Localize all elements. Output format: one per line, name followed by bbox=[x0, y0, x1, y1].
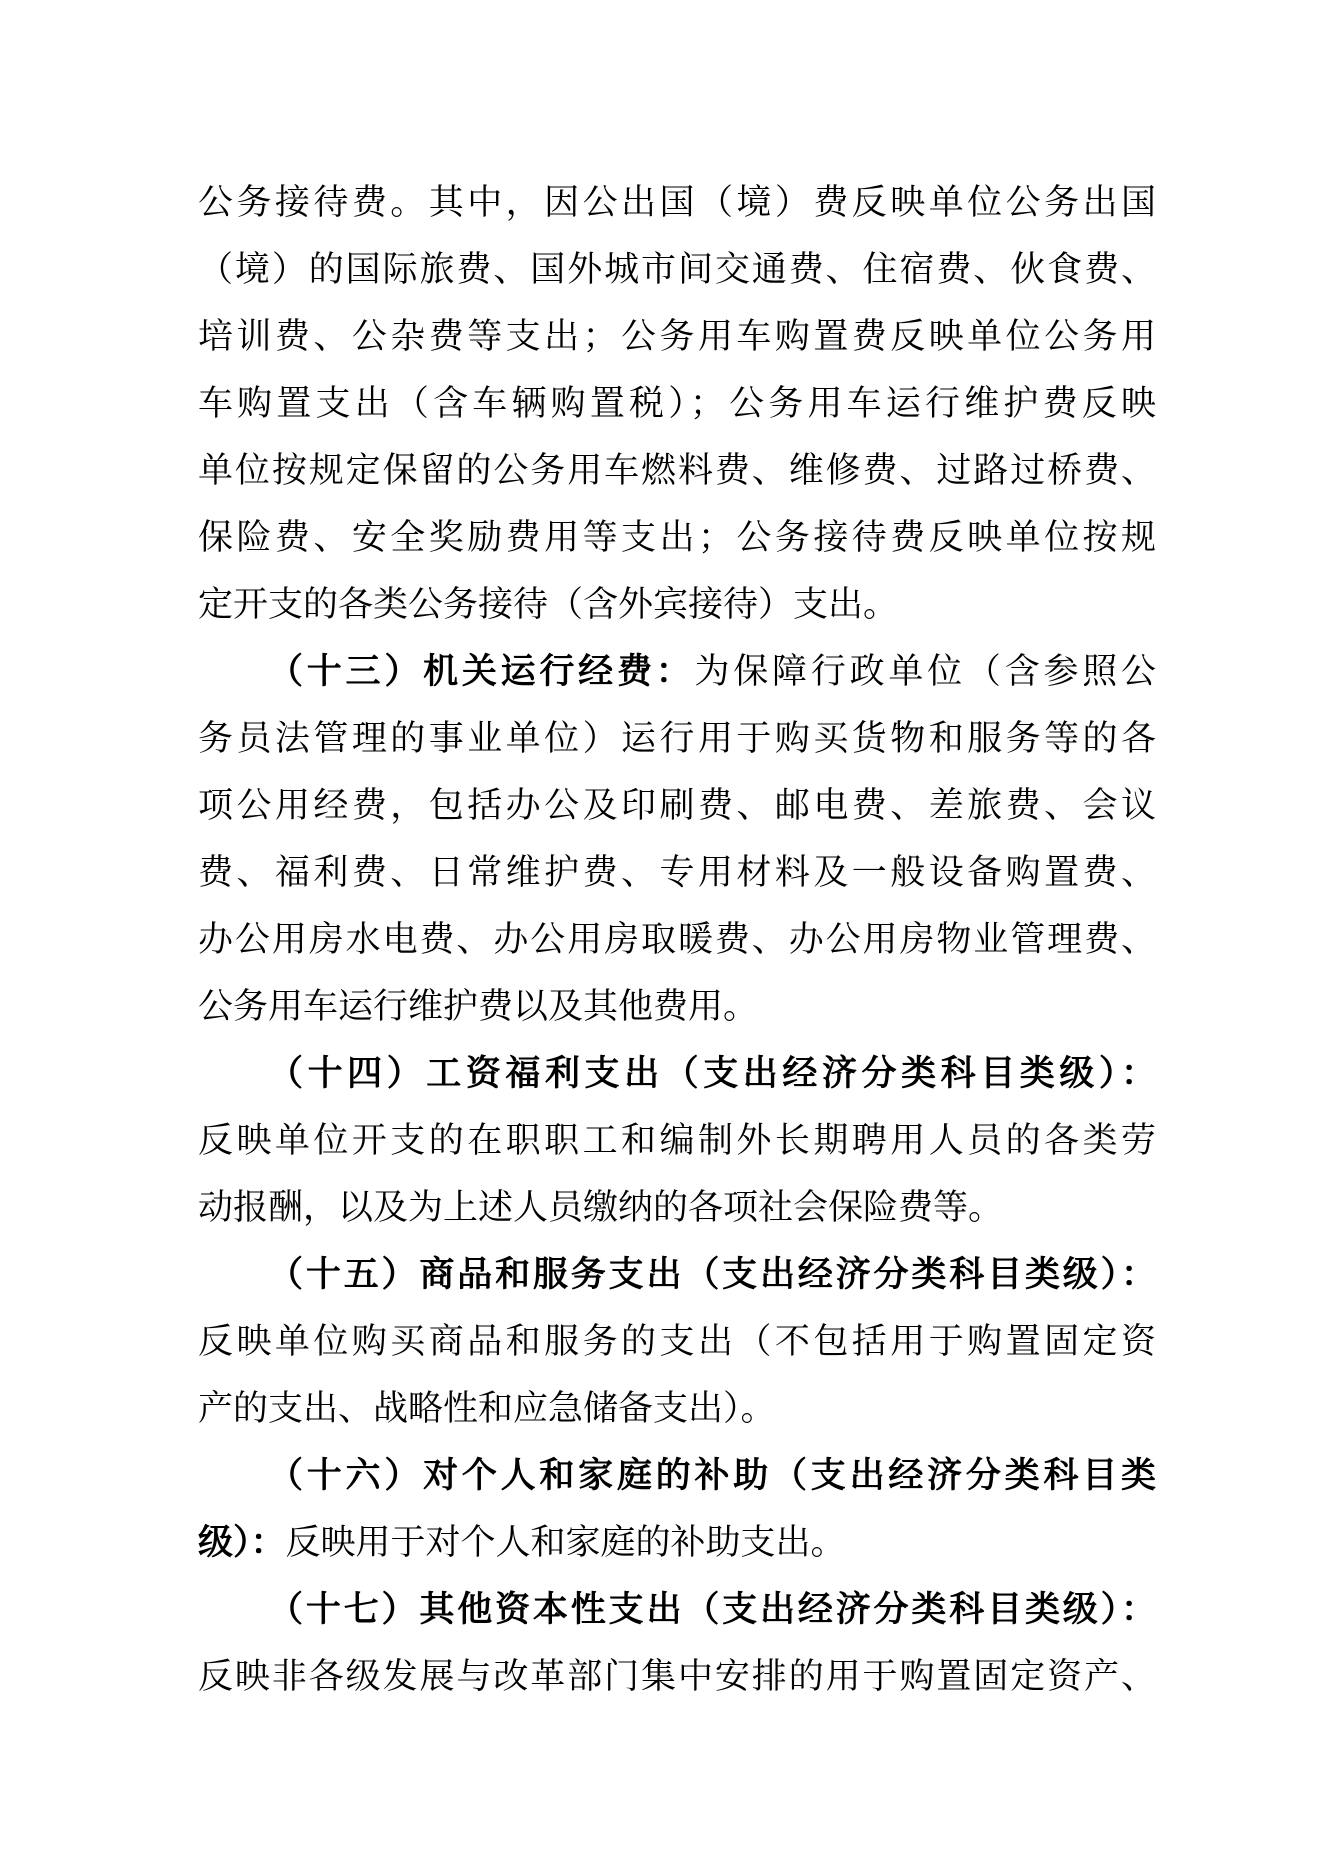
text-line bbox=[198, 1576, 1156, 1643]
heading-segment: （十四）工资福利支出（支出经济分类科目类级）： bbox=[268, 1054, 1156, 1093]
text-line bbox=[198, 504, 1156, 571]
text-segment: 培训费、公杂费等支出；公务用车购置费反映单位公务用 bbox=[198, 317, 1156, 356]
text-segment: 公务接待费。其中，因公出国（境）费反映单位公务出国 bbox=[198, 183, 1156, 222]
document-body bbox=[198, 169, 1156, 1710]
text-segment: 单位按规定保留的公务用车燃料费、维修费、过路过桥费、 bbox=[198, 451, 1156, 490]
heading-segment: （十七）其他资本性支出（支出经济分类科目类级）： bbox=[268, 1590, 1156, 1629]
text-line bbox=[198, 236, 1156, 303]
text-segment: 办公用房水电费、办公用房取暖费、办公用房物业管理费、 bbox=[198, 920, 1156, 959]
text-segment: 项公用经费，包括办公及印刷费、邮电费、差旅费、会议 bbox=[198, 786, 1156, 825]
text-line bbox=[198, 1442, 1156, 1509]
text-line bbox=[198, 705, 1156, 772]
text-segment: 动报酬，以及为上述人员缴纳的各项社会保险费等。 bbox=[198, 1188, 1004, 1227]
text-segment: 反映单位购买商品和服务的支出（不包括用于购置固定资 bbox=[198, 1322, 1156, 1361]
text-line bbox=[198, 1509, 1156, 1576]
text-segment: 公务用车运行维护费以及其他费用。 bbox=[198, 987, 759, 1026]
heading-segment: （十三）机关运行经费： bbox=[268, 652, 695, 691]
text-line bbox=[198, 169, 1156, 236]
text-line bbox=[198, 437, 1156, 504]
text-line bbox=[198, 638, 1156, 705]
text-line bbox=[198, 1643, 1156, 1710]
text-line bbox=[198, 1308, 1156, 1375]
text-line bbox=[198, 839, 1156, 906]
text-line bbox=[198, 1375, 1156, 1442]
text-line bbox=[198, 772, 1156, 839]
text-segment: 定开支的各类公务接待（含外宾接待）支出。 bbox=[198, 585, 899, 624]
heading-segment: （十六）对个人和家庭的补助（支出经济分类科目类 bbox=[268, 1456, 1156, 1495]
text-segment: 车购置支出（含车辆购置税）；公务用车运行维护费反映 bbox=[198, 384, 1156, 423]
text-segment: 务员法管理的事业单位）运行用于购买货物和服务等的各 bbox=[198, 719, 1156, 758]
text-line bbox=[198, 1241, 1156, 1308]
heading-segment: 级）： bbox=[198, 1523, 286, 1562]
text-line bbox=[198, 906, 1156, 973]
text-line bbox=[198, 1107, 1156, 1174]
text-segment: 产的支出、战略性和应急储备支出）。 bbox=[198, 1389, 776, 1428]
text-segment: 反映用于对个人和家庭的补助支出。 bbox=[285, 1523, 846, 1562]
text-line bbox=[198, 973, 1156, 1040]
text-segment: 反映非各级发展与改革部门集中安排的用于购置固定资产、 bbox=[198, 1657, 1156, 1696]
heading-segment: （十五）商品和服务支出（支出经济分类科目类级）： bbox=[268, 1255, 1156, 1294]
text-segment: （境）的国际旅费、国外城市间交通费、住宿费、伙食费、 bbox=[198, 250, 1156, 289]
text-line bbox=[198, 1174, 1156, 1241]
text-line bbox=[198, 303, 1156, 370]
text-line bbox=[198, 571, 1156, 638]
text-line bbox=[198, 1040, 1156, 1107]
text-segment: 反映单位开支的在职职工和编制外长期聘用人员的各类劳 bbox=[198, 1121, 1156, 1160]
text-segment: 为保障行政单位（含参照公 bbox=[694, 652, 1156, 691]
text-line bbox=[198, 370, 1156, 437]
text-segment: 保险费、安全奖励费用等支出；公务接待费反映单位按规 bbox=[198, 518, 1156, 557]
text-segment: 费、福利费、日常维护费、专用材料及一般设备购置费、 bbox=[198, 853, 1156, 892]
